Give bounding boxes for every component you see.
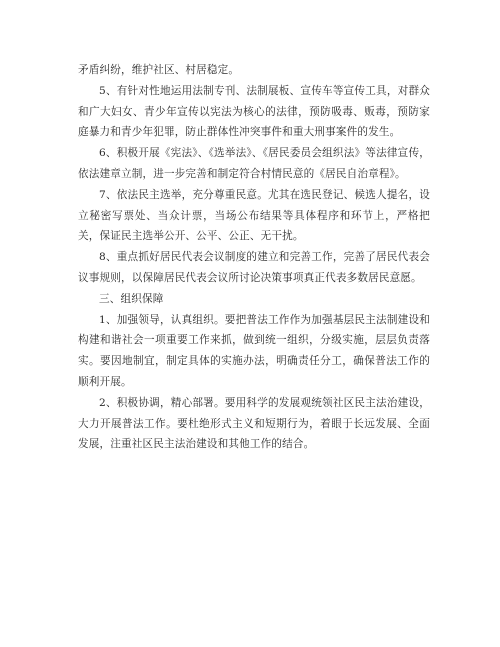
paragraph-item-7: 7、依法民主选举，充分尊重民意。尤其在选民登记、候选人提名，设立秘密写票处、当众计票，当场公布结果等具体程序和环节上，严格把关，保证民主选举公开、公平、公正、无干扰。 xyxy=(78,188,430,243)
section-paragraph-1: 1、加强领导，认真组织。要把普法工作作为加强基层民主法制建设和构建和谐社会一项重要工作来抓，做到统一组织，分级实施，层层负责落实。要因地制宜，制定具体的实施办法，明确责任分工，确保普法工作的顺利开展。 xyxy=(78,313,430,388)
document-page xyxy=(78,60,430,455)
section-paragraph-2: 2、积极协调，精心部署。要用科学的发展观统领社区民主法治建设，大力开展普法工作。要杜绝形式主义和短期行为，着眼于长远发展、全面发展，注重社区民主法治建设和其他工作的结合。 xyxy=(78,396,430,451)
paragraph-item-8: 8、重点抓好居民代表会议制度的建立和完善工作，完善了居民代表会议事规则，以保障居民代表会议所讨论决策事项真正代表多数居民意愿。 xyxy=(78,251,430,284)
paragraph-item-5: 5、有针对性地运用法制专刊、法制展板、宣传车等宣传工具，对群众和广大妇女、青少年宣传以宪法为核心的法律，预防吸毒、贩毒，预防家庭暴力和青少年犯罪，防止群体性冲突事件和重大刑事案件的发生。 xyxy=(78,84,430,139)
paragraph-continuation: 矛盾纠纷，维护社区、村居稳定。 xyxy=(78,64,240,76)
paragraph-item-6: 6、积极开展《宪法》、《选举法》、《居民委员会组织法》等法律宣传，依法建章立制，进一步完善和制定符合村情民意的《居民自治章程》。 xyxy=(78,147,430,180)
section-heading: 三、组织保障 xyxy=(99,292,164,305)
